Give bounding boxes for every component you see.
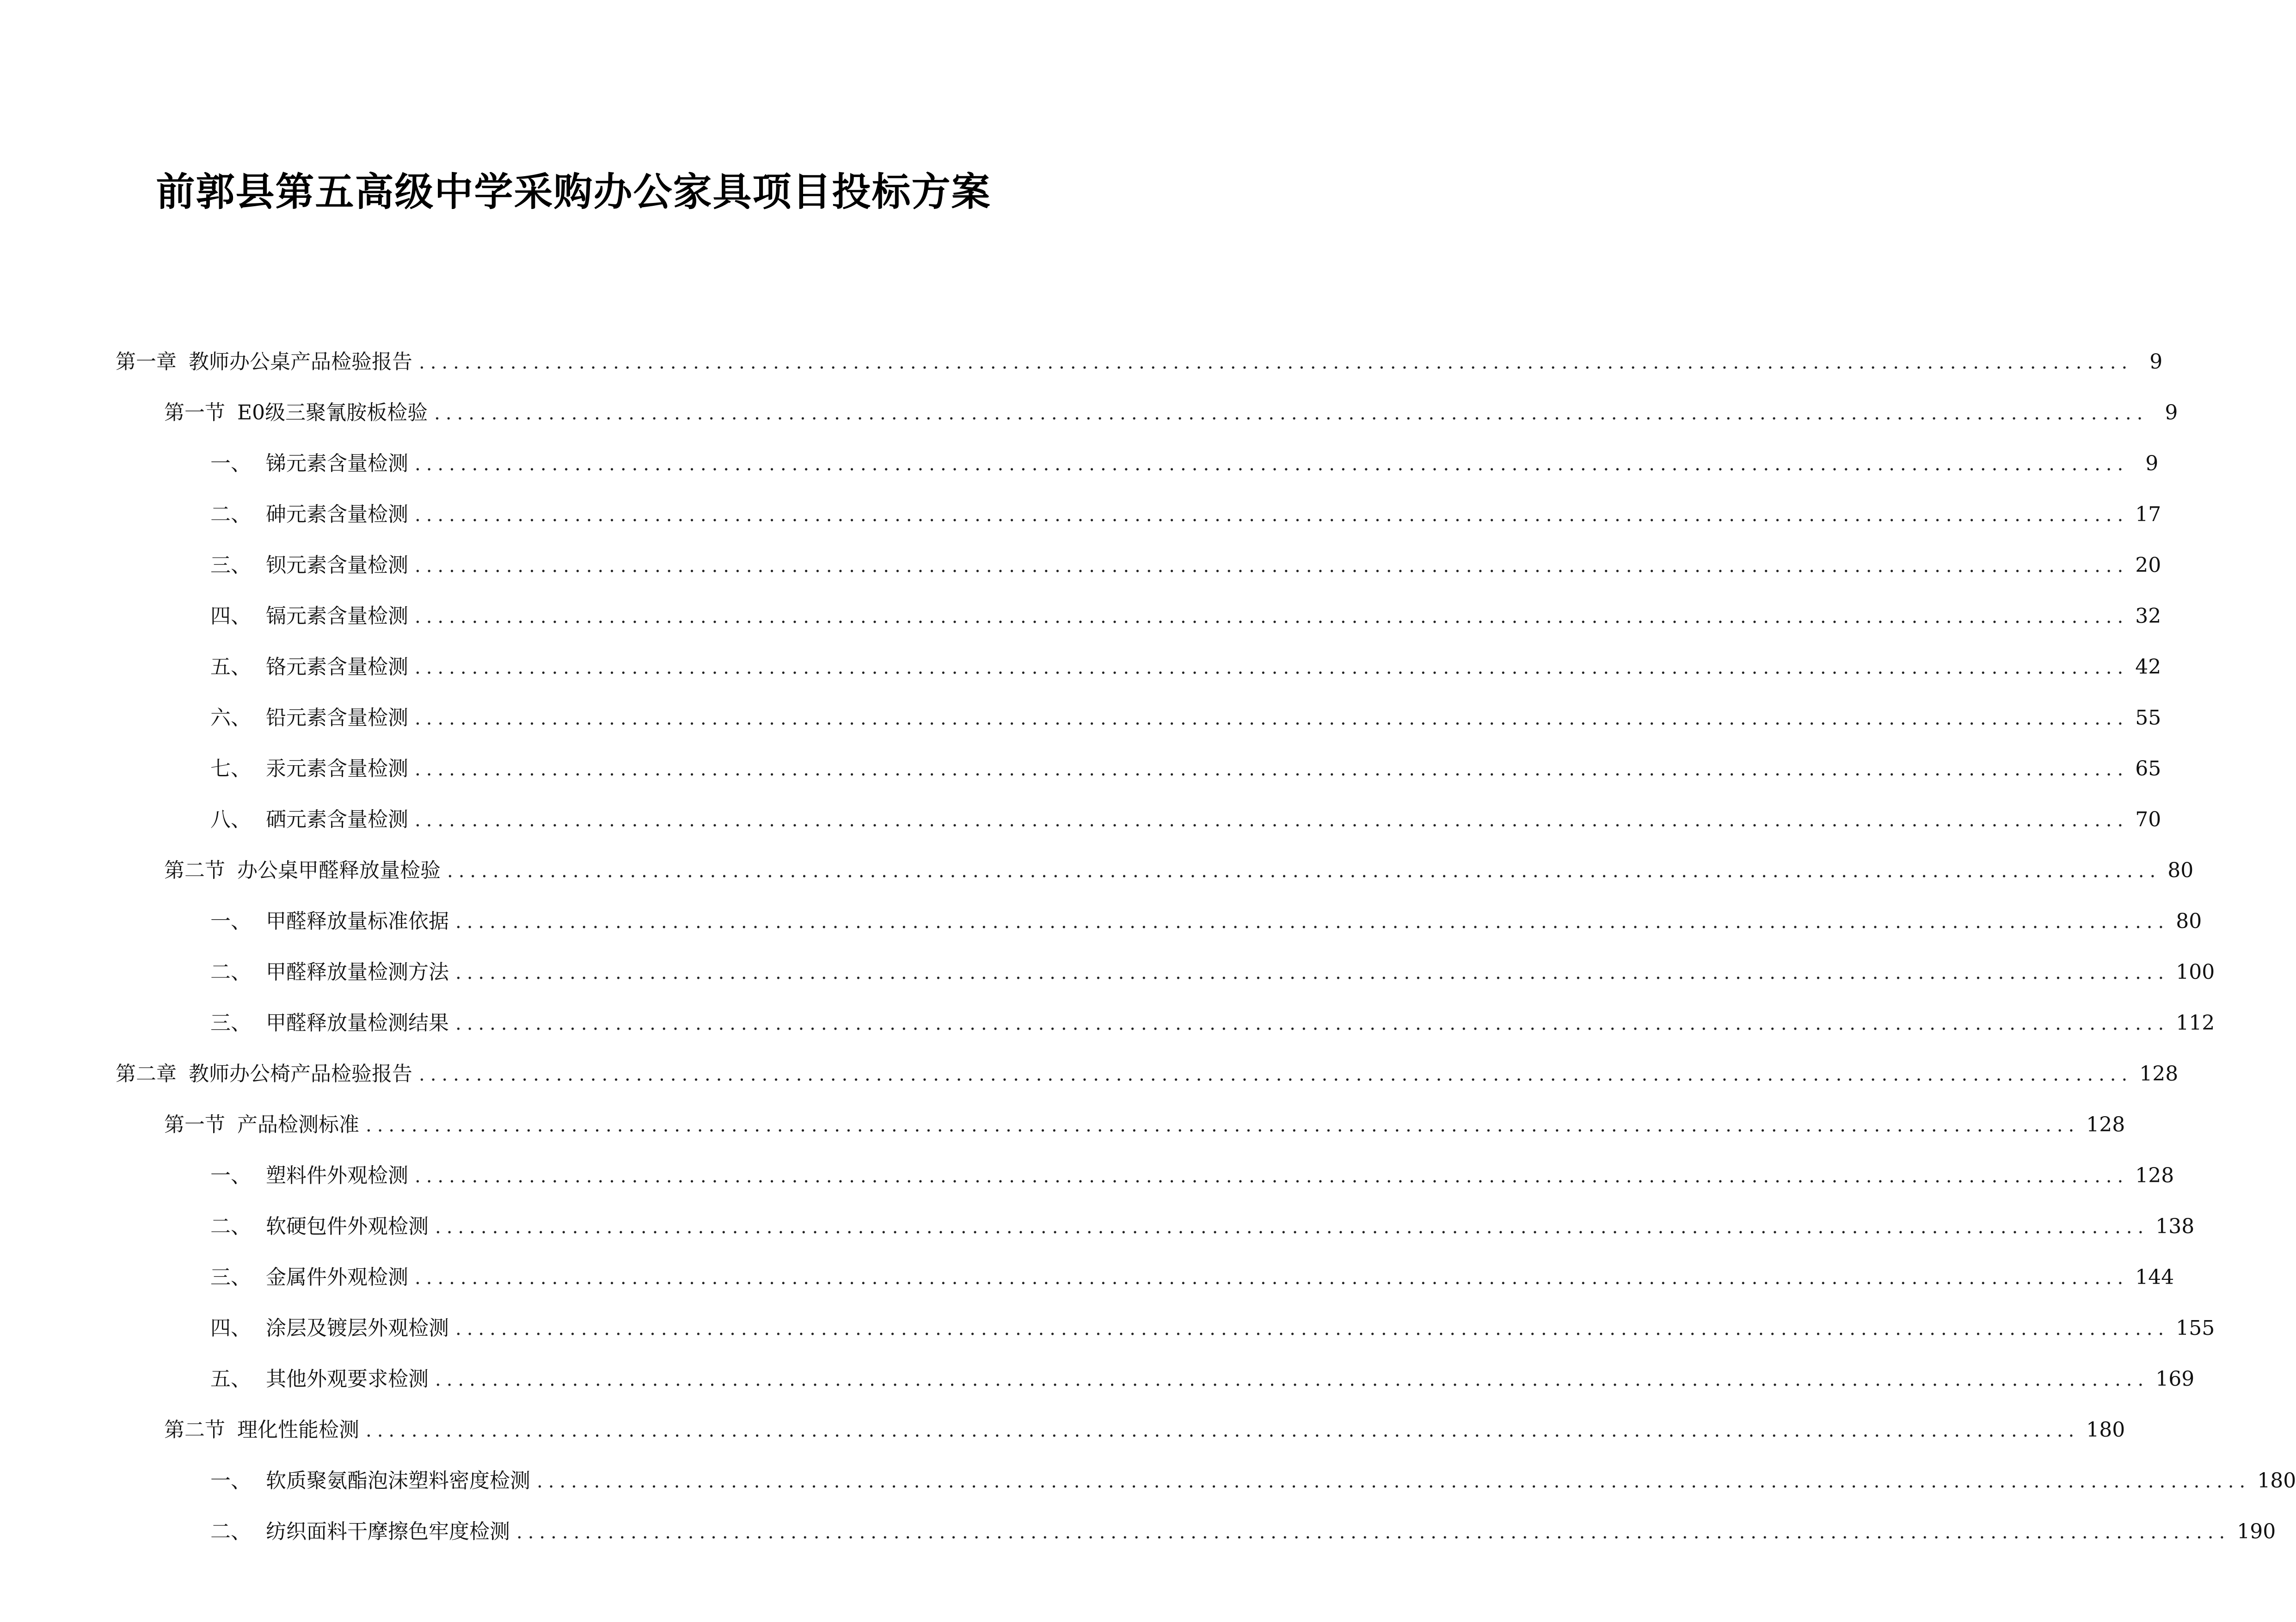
toc-entry-heading [210,1354,429,1405]
toc-entry-page-number: 180 [2086,1418,2125,1442]
toc-dot-leader: ...................................................................................................................................................... [455,911,2170,933]
toc-entry[interactable] [116,1100,2125,1150]
toc-entry-label: 铬元素含量检测 [266,655,408,679]
toc-entry-number: 二、 [210,1520,251,1543]
toc-entry-heading [210,1150,408,1201]
toc-entry-number: 五、 [210,655,251,679]
toc-entry-number: 五、 [210,1367,251,1391]
toc-entry-number: 四、 [210,1316,251,1340]
toc-entry-heading [210,1252,408,1303]
toc-entry-heading [116,337,412,387]
toc-entry[interactable] [116,1506,2276,1557]
toc-dot-leader: ...................................................................................................................................................... [366,1115,2080,1136]
toc-entry-label: 教师办公桌产品检验报告 [189,350,412,374]
toc-entry[interactable] [116,947,2215,998]
toc-entry-page-number: 100 [2176,960,2215,984]
toc-entry-heading [210,743,408,794]
toc-entry-page-number: 17 [2135,503,2161,526]
toc-entry-page-number: 112 [2176,1011,2215,1035]
toc-dot-leader: ...................................................................................................................................................... [366,1420,2080,1441]
toc-entry[interactable] [116,1456,2296,1506]
toc-entry-label: 涂层及镀层外观检测 [266,1316,449,1340]
toc-entry-page-number: 65 [2135,757,2161,780]
toc-dot-leader: ...................................................................................................................................................... [415,1166,2129,1187]
toc-entry-label: 铅元素含量检测 [266,706,408,730]
toc-entry-heading [210,693,408,743]
toc-entry[interactable] [116,540,2161,591]
toc-dot-leader: ...................................................................................................................................................... [455,1013,2170,1034]
toc-entry-number: 三、 [210,1266,251,1289]
toc-entry-page-number: 128 [2135,1164,2174,1187]
toc-entry-label: 理化性能检测 [237,1418,359,1442]
toc-entry-page-number: 70 [2135,808,2161,831]
toc-dot-leader: ...................................................................................................................................................... [455,1318,2170,1339]
toc-dot-leader: ...................................................................................................................................................... [516,1522,2231,1543]
toc-entry-heading [210,794,408,845]
toc-dot-leader: ...................................................................................................................................................... [435,1216,2149,1238]
toc-entry-heading [164,387,428,438]
toc-entry-label: 硒元素含量检测 [266,808,408,831]
toc-entry-label: 甲醛释放量检测方法 [266,960,449,984]
toc-dot-leader: ...................................................................................................................................................... [419,352,2133,373]
toc-entry[interactable] [116,896,2202,947]
toc-entry[interactable] [116,1049,2179,1100]
toc-entry[interactable] [116,591,2161,642]
toc-entry-heading [116,1049,412,1100]
toc-entry-label: 镉元素含量检测 [266,604,408,628]
toc-entry-heading [210,591,408,642]
toc-entry-label: 软硬包件外观检测 [266,1215,429,1238]
toc-entry-label: 其他外观要求检测 [266,1367,429,1391]
toc-entry-label: 纺织面料干摩擦色牢度检测 [266,1520,510,1543]
toc-entry-number: 一、 [210,1469,251,1493]
toc-entry-page-number: 32 [2135,604,2161,628]
toc-dot-leader: ...................................................................................................................................................... [415,454,2129,475]
toc-entry-heading [210,489,408,540]
toc-entry-heading [164,1100,359,1150]
toc-entry-heading [210,540,408,591]
toc-entry-label: 锑元素含量检测 [266,452,408,475]
toc-entry-heading [210,947,449,998]
document-title: 前郭县第五高级中学采购办公家具项目投标方案 [156,169,991,215]
toc-entry-page-number: 169 [2155,1367,2195,1391]
toc-entry-heading [210,1506,510,1557]
toc-entry-number: 第二章 [116,1062,177,1086]
toc-entry[interactable] [116,1405,2125,1456]
toc-entry[interactable] [116,1150,2174,1201]
toc-entry-page-number: 9 [2145,452,2159,475]
toc-entry-number: 三、 [210,553,251,577]
toc-entry-number: 四、 [210,604,251,628]
toc-dot-leader: ...................................................................................................................................................... [419,1064,2133,1085]
toc-entry[interactable] [116,489,2161,540]
toc-entry-number: 二、 [210,960,251,984]
toc-entry-page-number: 128 [2086,1113,2125,1137]
toc-entry-page-number: 190 [2237,1520,2276,1543]
toc-entry-number: 六、 [210,706,251,730]
toc-entry-heading [210,1456,530,1506]
toc-entry-label: 甲醛释放量标准依据 [266,909,449,933]
toc-entry[interactable] [116,1303,2215,1354]
toc-entry-label: 产品检测标准 [237,1113,359,1137]
toc-entry-number: 一、 [210,1164,251,1187]
toc-entry-page-number: 9 [2165,401,2178,424]
table-of-contents [116,337,2296,1557]
toc-entry-label: 甲醛释放量检测结果 [266,1011,449,1035]
toc-entry-page-number: 20 [2135,553,2161,577]
toc-entry[interactable] [116,845,2194,896]
toc-entry-page-number: 9 [2149,350,2163,374]
toc-entry-heading [164,1405,359,1456]
toc-entry-heading [210,1201,429,1252]
toc-dot-leader: ...................................................................................................................................................... [415,555,2129,577]
toc-entry[interactable] [116,387,2178,438]
toc-entry-number: 第一节 [164,1113,225,1137]
toc-entry-number: 第二节 [164,859,225,882]
toc-entry-label: 金属件外观检测 [266,1266,408,1289]
toc-entry-page-number: 138 [2155,1215,2195,1238]
toc-entry-number: 第一章 [116,350,177,374]
toc-dot-leader: ...................................................................................................................................................... [435,1369,2149,1390]
toc-entry-number: 七、 [210,757,251,780]
toc-dot-leader: ...................................................................................................................................................... [415,1267,2129,1289]
toc-entry[interactable] [116,794,2161,845]
toc-entry-label: 教师办公椅产品检验报告 [189,1062,412,1086]
toc-entry[interactable] [116,998,2215,1049]
toc-dot-leader: ...................................................................................................................................................... [415,657,2129,678]
toc-entry-page-number: 42 [2135,655,2161,679]
toc-entry[interactable] [116,743,2161,794]
toc-dot-leader: ...................................................................................................................................................... [415,810,2129,831]
toc-entry-page-number: 155 [2176,1316,2215,1340]
toc-dot-leader: ...................................................................................................................................................... [447,860,2161,882]
toc-entry-heading [210,998,449,1049]
toc-entry[interactable] [116,1201,2195,1252]
toc-entry-heading [210,1303,449,1354]
toc-entry-number: 第二节 [164,1418,225,1442]
toc-entry[interactable] [116,337,2163,387]
toc-entry-heading [210,438,408,489]
toc-dot-leader: ...................................................................................................................................................... [415,759,2129,780]
toc-entry-page-number: 180 [2257,1469,2296,1493]
toc-entry-number: 二、 [210,503,251,526]
toc-entry-number: 三、 [210,1011,251,1035]
toc-dot-leader: ...................................................................................................................................................... [455,962,2170,983]
toc-entry-number: 二、 [210,1215,251,1238]
toc-entry-number: 第一节 [164,401,225,424]
toc-entry-page-number: 80 [2167,859,2194,882]
toc-entry-label: 砷元素含量检测 [266,503,408,526]
toc-entry-heading [164,845,441,896]
toc-entry[interactable] [116,438,2159,489]
toc-entry-page-number: 144 [2135,1266,2174,1289]
toc-entry-label: 钡元素含量检测 [266,553,408,577]
toc-entry-number: 八、 [210,808,251,831]
toc-entry[interactable] [116,1252,2174,1303]
toc-dot-leader: ...................................................................................................................................................... [434,403,2149,424]
toc-entry[interactable] [116,642,2161,693]
toc-dot-leader: ...................................................................................................................................................... [415,708,2129,729]
toc-dot-leader: ...................................................................................................................................................... [415,606,2129,627]
toc-entry-page-number: 55 [2135,706,2161,730]
toc-entry-number: 一、 [210,909,251,933]
toc-entry-heading [210,642,408,693]
toc-dot-leader: ...................................................................................................................................................... [415,504,2129,526]
toc-dot-leader: ...................................................................................................................................................... [537,1471,2251,1492]
toc-entry-page-number: 80 [2176,909,2202,933]
toc-entry-label: 汞元素含量检测 [266,757,408,780]
toc-entry-label: 软质聚氨酯泡沫塑料密度检测 [266,1469,530,1493]
toc-entry-label: E0级三聚氰胺板检验 [237,401,428,424]
toc-entry-heading [210,896,449,947]
toc-entry-page-number: 128 [2139,1062,2179,1086]
toc-entry-label: 办公桌甲醛释放量检验 [237,859,441,882]
toc-entry[interactable] [116,1354,2195,1405]
toc-entry-number: 一、 [210,452,251,475]
toc-entry-label: 塑料件外观检测 [266,1164,408,1187]
toc-entry[interactable] [116,693,2161,743]
